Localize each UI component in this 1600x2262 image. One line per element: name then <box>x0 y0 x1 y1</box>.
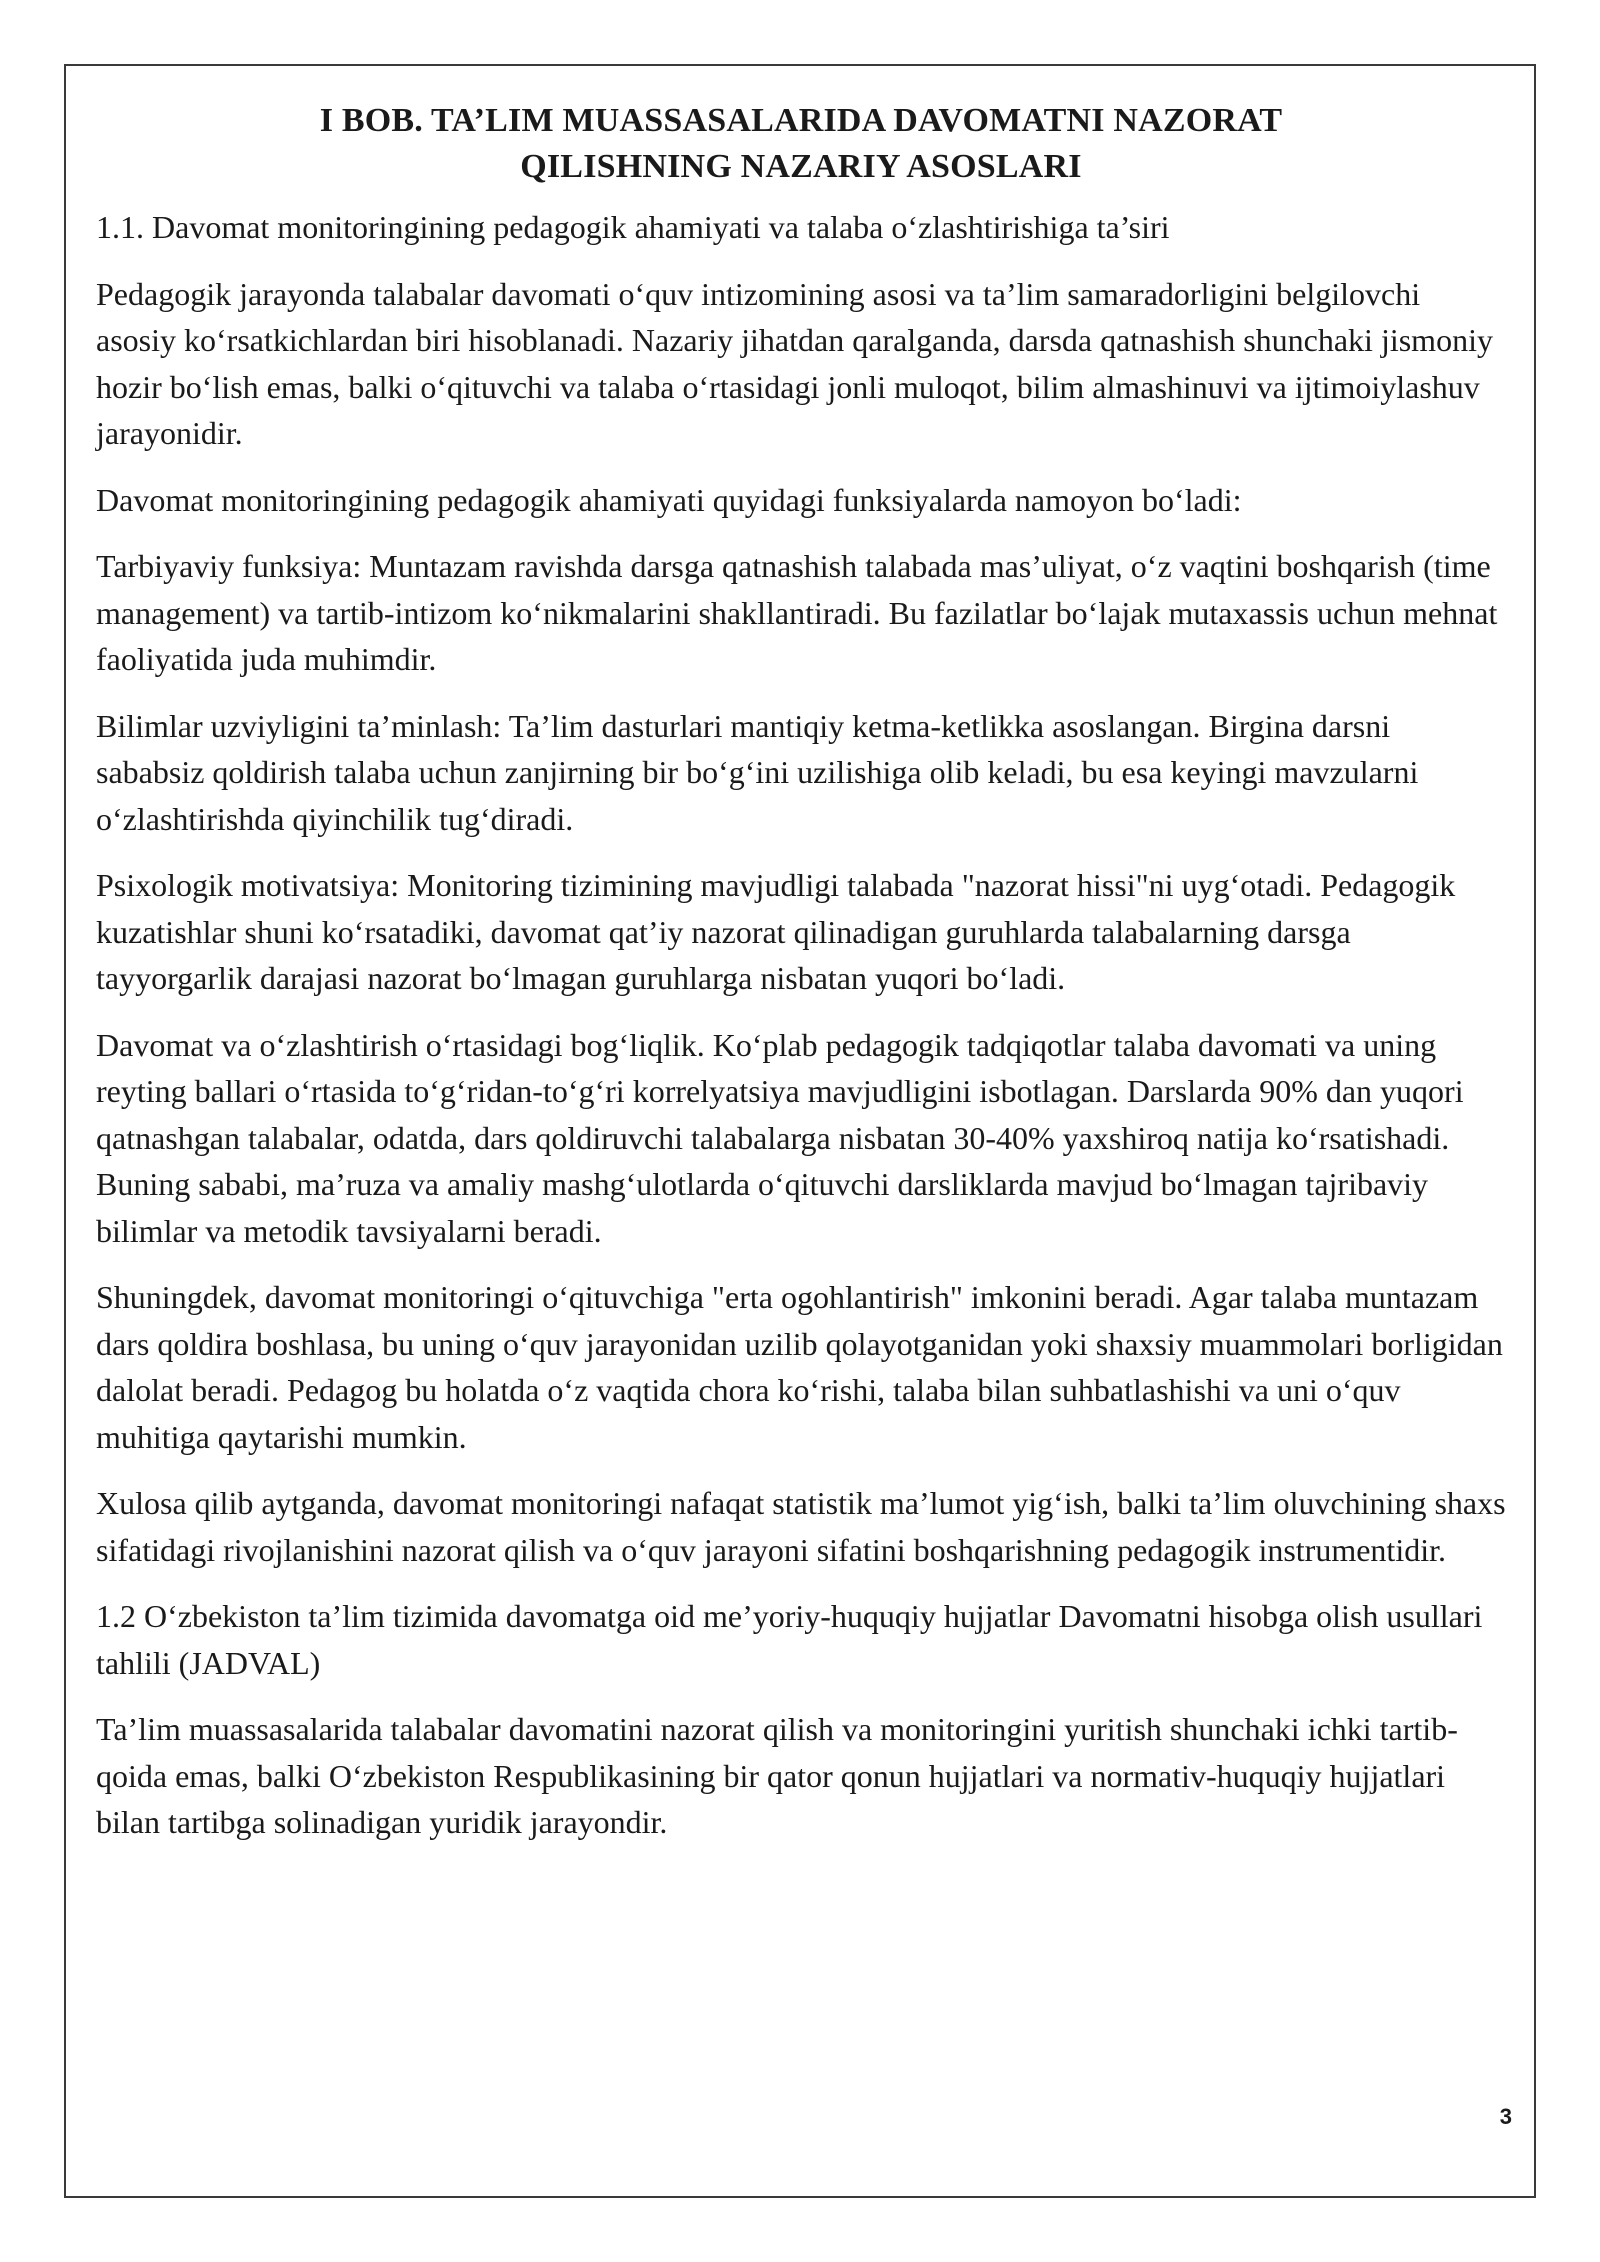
paragraph: Psixologik motivatsiya: Monitoring tizimining mavjudligi talabada "nazorat hissi"ni uyg‘otadi. Pedagogik kuzatishlar shuni ko‘rsatadiki, davomat qat’iy nazorat qilinadigan guruhlarda talabalarning darsga tayyorgarlik darajasi nazorat bo‘lmagan guruhlarga nisbatan yuqori bo‘ladi. <box>96 867 1456 996</box>
section-heading-1-1: 1.1. Davomat monitoringining pedagogik ahamiyati va talaba o‘zlashtirishiga ta’siri <box>96 209 1170 245</box>
paragraph: Ta’lim muassasalarida talabalar davomatini nazorat qilish va monitoringini yuritish shunchaki ichki tartib-qoida emas, balki O‘zbekiston Respublikasining bir qator qonun hujjatlari va normativ-huquqiy hujjatlari bilan tartibga solinadigan yuridik jarayondir. <box>96 1711 1458 1840</box>
paragraph: Shuningdek, davomat monitoringi o‘qituvchiga "erta ogohlantirish" imkonini beradi. Agar talaba muntazam dars qoldira boshlasa, bu uning o‘quv jarayonidan uzilib qolayotganidan yoki shaxsiy muammolari borligidan dalolat beradi. Pedagog bu holatda o‘z vaqtida chora ko‘rishi, talaba bilan suhbatlashishi va uni o‘quv muhitiga qaytarishi mumkin. <box>96 1279 1503 1455</box>
paragraph: Bilimlar uzviyligini ta’minlash: Ta’lim dasturlari mantiqiy ketma-ketlikka asoslangan. Birgina darsni sababsiz qoldirish talaba uchun zanjirning bir bo‘g‘ini uzilishiga olib keladi, bu esa keyingi mavzularni o‘zlashtirishda qiyinchilik tug‘diradi. <box>96 707 1419 837</box>
paragraph: Davomat va o‘zlashtirish o‘rtasidagi bog‘liqlik. Ko‘plab pedagogik tadqiqotlar talaba davomati va uning reyting ballari o‘rtasida to‘g‘ridan-to‘g‘ri korrelyatsiya mavjudligini isbotlagan. Darslarda 90% dan yuqori qatnashgan talabalar, odatda, dars qoldiruvchi talabalarga nisbatan 30-40% yaxshiroq natija ko‘rsatishadi. Buning sababi, ma’ruza va amaliy mashg‘ulotlarda o‘qituvchi darsliklarda mavjud bo‘lmagan tajribaviy bilimlar va metodik tavsiyalarni beradi. <box>96 1026 1464 1249</box>
paragraph: Davomat monitoringining pedagogik ahamiyati quyidagi funksiyalarda namoyon bo‘ladi: <box>96 481 1242 518</box>
paragraph: Tarbiyaviy funksiya: Muntazam ravishda darsga qatnashish talabada mas’uliyat, o‘z vaqtini boshqarish (time management) va tartib-intizom ko‘nikmalarini shakllantiradi. Bu fazilatlar bo‘lajak mutaxassis uchun mehnat faoliyatida juda muhimdir. <box>96 548 1498 677</box>
paragraph: Pedagogik jarayonda talabalar davomati o‘quv intizomining asosi va ta’lim samaradorligini belgilovchi asosiy ko‘rsatkichlardan biri hisoblanadi. Nazariy jihatdan qaralganda, darsda qatnashish shunchaki jismoniy hozir bo‘lish emas, balki o‘qituvchi va talaba o‘rtasidagi jonli muloqot, bilim almashinuvi va ijtimoiylashuv jarayonidir. <box>96 275 1493 451</box>
chapter-title <box>96 98 1506 190</box>
page-number: 3 <box>1499 2104 1512 2129</box>
chapter-title-line-1: I BOB. TA’LIM MUASSASALARIDA DAVOMATNI NAZORAT <box>319 102 1283 139</box>
document-body <box>96 98 1506 1866</box>
paragraph: Xulosa qilib aytganda, davomat monitoringi nafaqat statistik ma’lumot yig‘ish, balki ta’lim oluvchining shaxs sifatidagi rivojlanishini nazorat qilish va o‘quv jarayoni sifatini boshqarishning pedagogik instrumentidir. <box>96 1485 1506 1568</box>
section-heading-1-2: 1.2 O‘zbekiston ta’lim tizimida davomatga oid me’yoriy-huquqiy hujjatlar Davomatni hisobga olish usullari tahlili (JADVAL) <box>96 1598 1483 1681</box>
chapter-title-line-2: QILISHNING NAZARIY ASOSLARI <box>520 148 1082 185</box>
